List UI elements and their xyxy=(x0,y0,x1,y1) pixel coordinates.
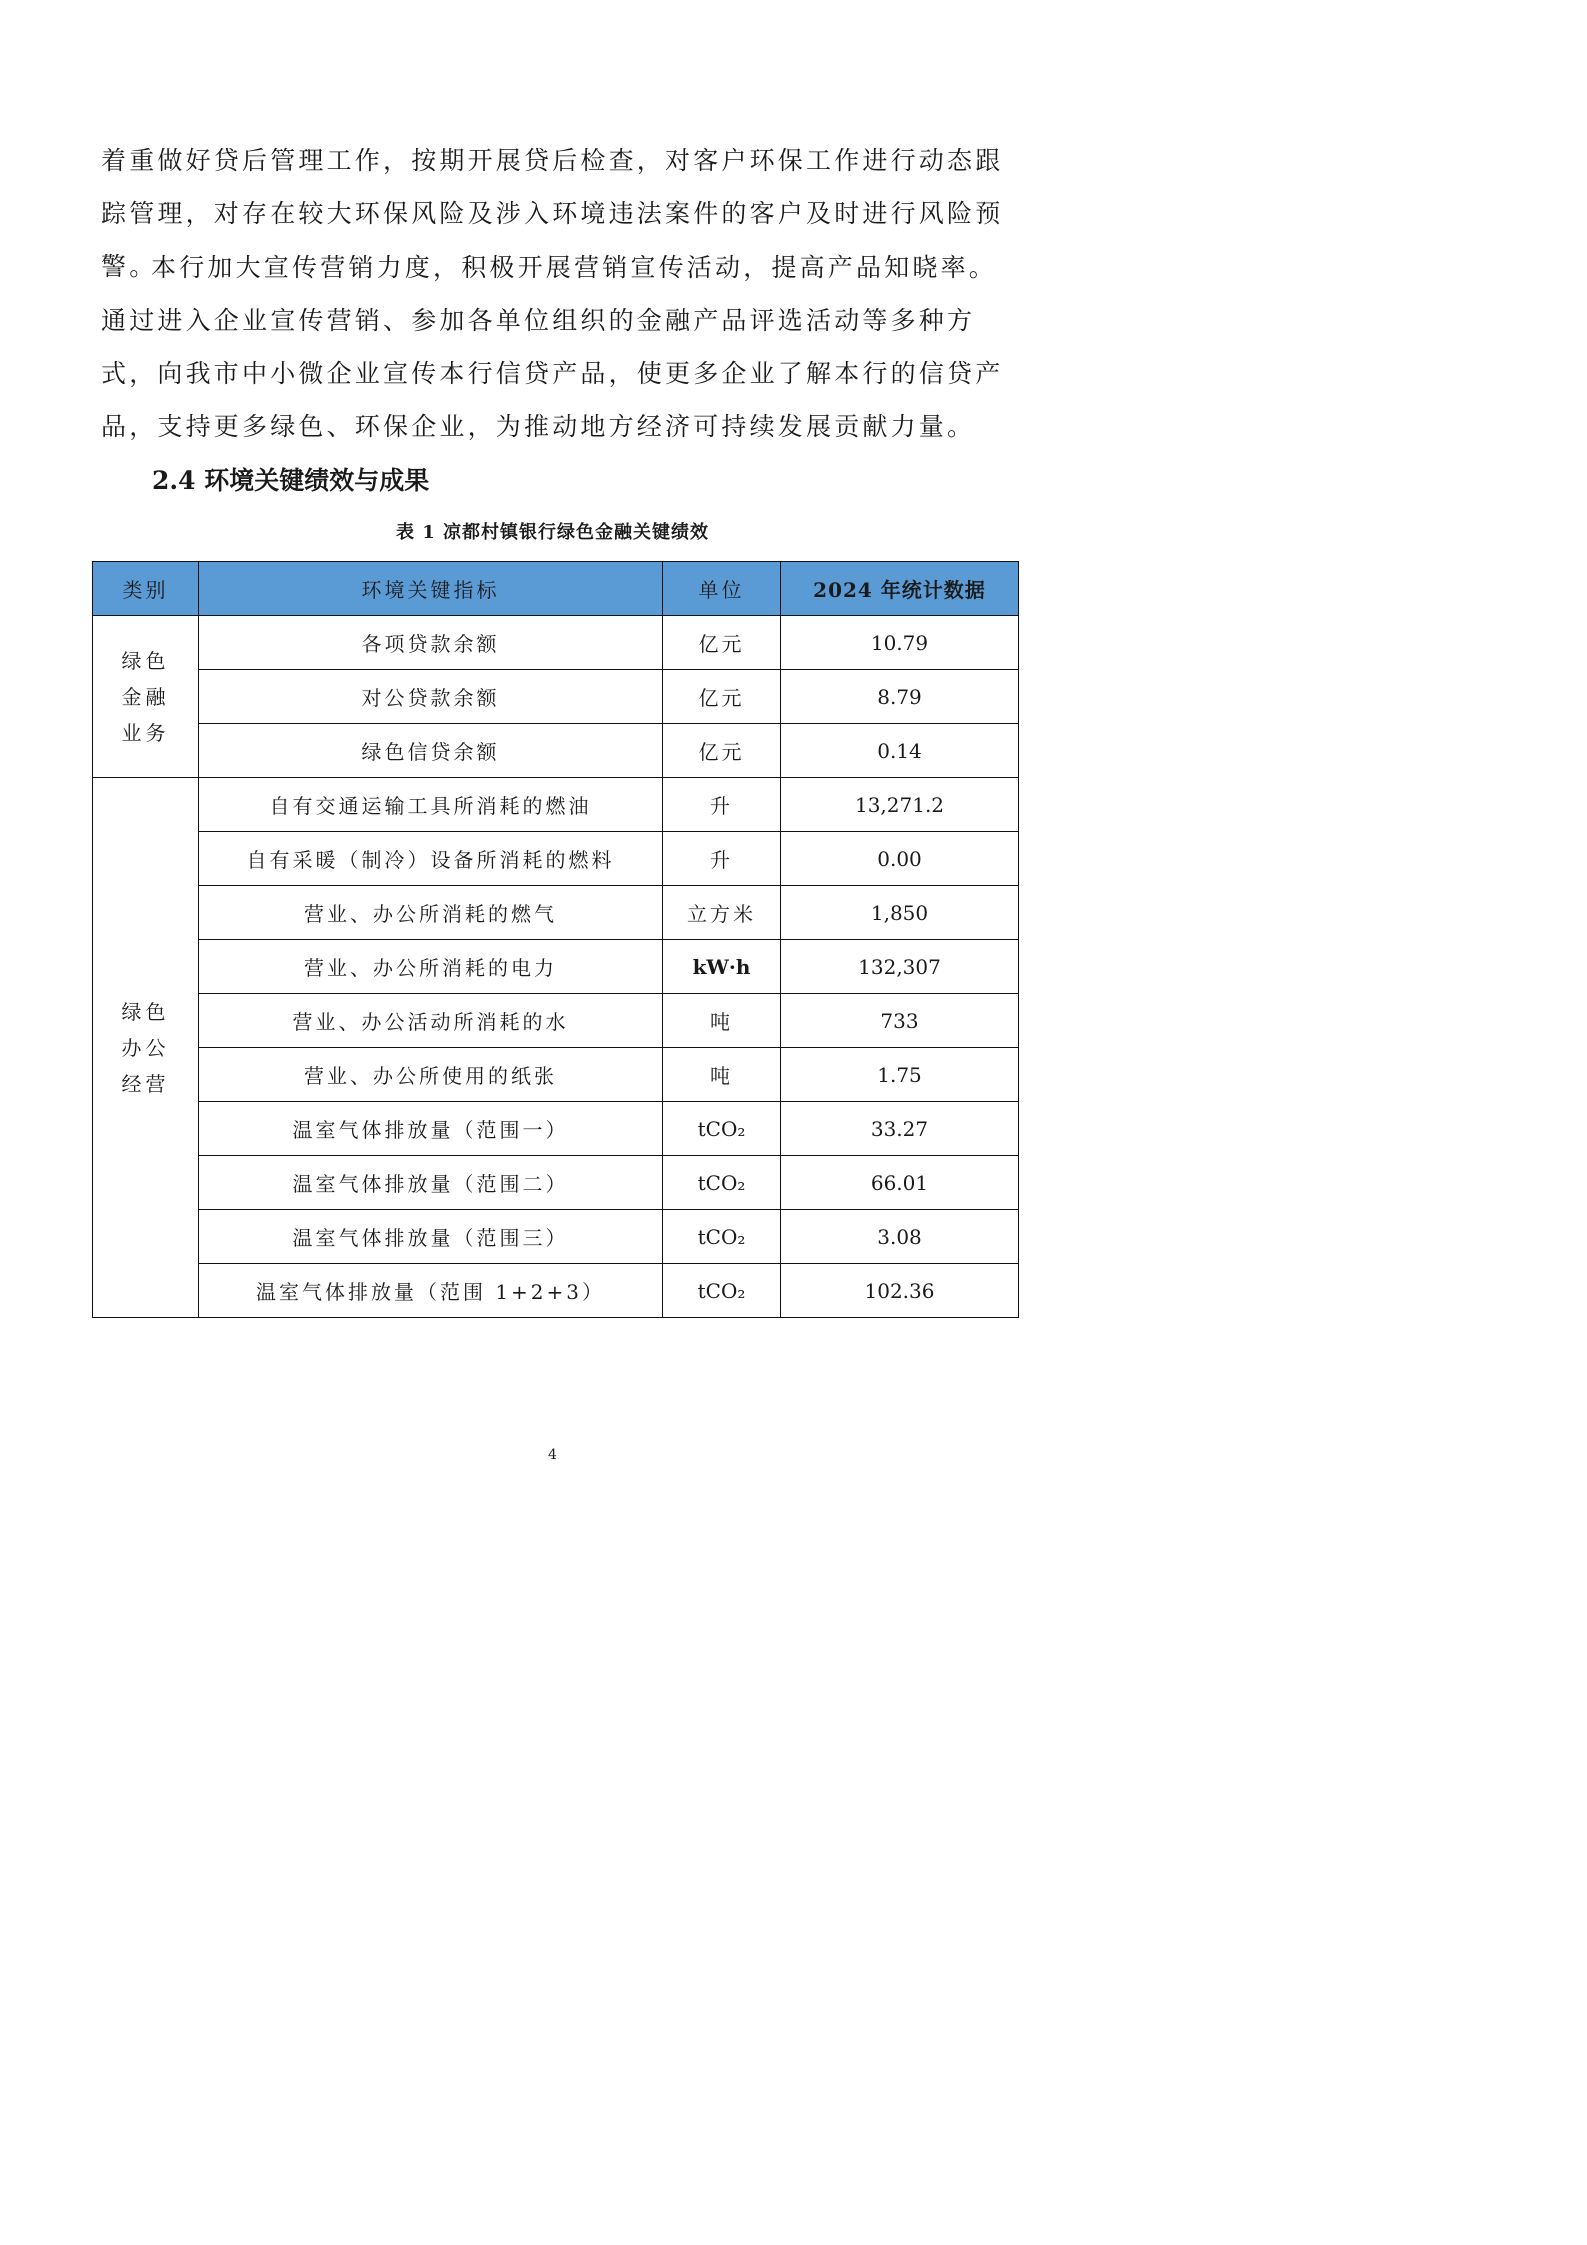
body-paragraph-1: 着重做好贷后管理工作，按期开展贷后检查，对客户环保工作进行动态跟踪管理，对存在较大环保风险及涉入环境违法案件的客户及时进行风险预警。 xyxy=(101,146,1004,281)
section-title: 2.4 环境关键绩效与成果 xyxy=(152,466,430,495)
value-cell: 33.27 xyxy=(781,1102,1019,1156)
indicator-cell: 对公贷款余额 xyxy=(199,670,663,724)
indicator-cell: 营业、办公活动所消耗的水 xyxy=(199,994,663,1048)
unit-cell: 升 xyxy=(663,832,781,886)
page-number: 4 xyxy=(548,1447,557,1463)
table-header-row xyxy=(93,562,1019,616)
unit-cell: 升 xyxy=(663,778,781,832)
value-cell: 13,271.2 xyxy=(781,778,1019,832)
category-label: 绿色金融业务 xyxy=(121,648,170,745)
value-cell: 8.79 xyxy=(781,670,1019,724)
indicator-cell: 各项贷款余额 xyxy=(199,616,663,670)
value-cell: 3.08 xyxy=(781,1210,1019,1264)
category-cell-green-finance xyxy=(93,616,199,778)
unit-cell: 亿元 xyxy=(663,724,781,778)
header-value: 2024 年统计数据 xyxy=(781,562,1019,616)
unit-cell: tCO₂ xyxy=(663,1264,781,1318)
unit-cell: tCO₂ xyxy=(663,1102,781,1156)
unit-cell: 吨 xyxy=(663,1048,781,1102)
unit-cell: tCO₂ xyxy=(663,1210,781,1264)
table-row xyxy=(93,1264,1019,1318)
indicator-cell: 温室气体排放量（范围三） xyxy=(199,1210,663,1264)
unit-cell: 亿元 xyxy=(663,616,781,670)
indicator-cell: 绿色信贷余额 xyxy=(199,724,663,778)
value-cell: 0.14 xyxy=(781,724,1019,778)
value-cell: 102.36 xyxy=(781,1264,1019,1318)
unit-cell: 亿元 xyxy=(663,670,781,724)
value-cell: 1.75 xyxy=(781,1048,1019,1102)
header-indicator: 环境关键指标 xyxy=(199,562,663,616)
value-cell: 1,850 xyxy=(781,886,1019,940)
kpi-table xyxy=(92,561,1019,1318)
value-cell: 733 xyxy=(781,994,1019,1048)
header-unit: 单位 xyxy=(663,562,781,616)
category-label: 绿色办公经营 xyxy=(121,999,170,1096)
unit-cell: kW·h xyxy=(663,940,781,994)
value-cell: 10.79 xyxy=(781,616,1019,670)
table-row xyxy=(93,1102,1019,1156)
table-row xyxy=(93,994,1019,1048)
value-cell: 66.01 xyxy=(781,1156,1019,1210)
indicator-cell: 营业、办公所使用的纸张 xyxy=(199,1048,663,1102)
indicator-cell: 自有采暖（制冷）设备所消耗的燃料 xyxy=(199,832,663,886)
table-row xyxy=(93,832,1019,886)
body-paragraph-2: 本行加大宣传营销力度，积极开展营销宣传活动，提高产品知晓率。通过进入企业宣传营销、参加各单位组织的金融产品评选活动等多种方式，向我市中小微企业宣传本行信贷产品，使更多企业了解本行的信贷产品，支持更多绿色、环保企业，为推动地方经济可持续发展贡献力量。 xyxy=(101,253,1004,441)
table-row xyxy=(93,1156,1019,1210)
table-row xyxy=(93,886,1019,940)
category-cell-green-office xyxy=(93,778,199,1318)
table-row xyxy=(93,1210,1019,1264)
value-cell: 132,307 xyxy=(781,940,1019,994)
header-category: 类别 xyxy=(93,562,199,616)
table-row xyxy=(93,724,1019,778)
unit-cell: 吨 xyxy=(663,994,781,1048)
table-row xyxy=(93,670,1019,724)
unit-cell: tCO₂ xyxy=(663,1156,781,1210)
indicator-cell: 营业、办公所消耗的电力 xyxy=(199,940,663,994)
indicator-cell: 温室气体排放量（范围一） xyxy=(199,1102,663,1156)
indicator-cell: 自有交通运输工具所消耗的燃油 xyxy=(199,778,663,832)
unit-cell: 立方米 xyxy=(663,886,781,940)
indicator-cell: 温室气体排放量（范围 1+2+3） xyxy=(199,1264,663,1318)
indicator-cell: 营业、办公所消耗的燃气 xyxy=(199,886,663,940)
table-row xyxy=(93,778,1019,832)
indicator-cell: 温室气体排放量（范围二） xyxy=(199,1156,663,1210)
table-row xyxy=(93,940,1019,994)
table-caption: 表 1 凉都村镇银行绿色金融关键绩效 xyxy=(395,522,710,543)
table-row xyxy=(93,1048,1019,1102)
table-row xyxy=(93,616,1019,670)
value-cell: 0.00 xyxy=(781,832,1019,886)
